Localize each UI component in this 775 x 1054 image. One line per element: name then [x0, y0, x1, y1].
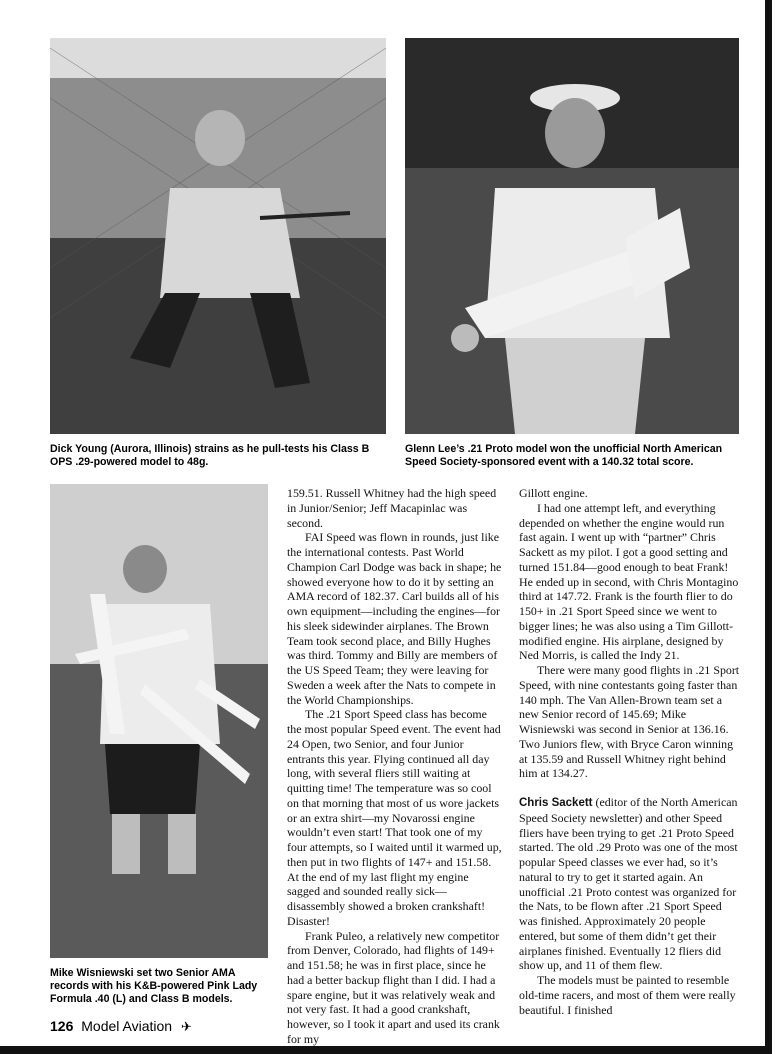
paragraph: 159.51. Russell Whitney had the high speed in Junior/Senior; Jeff Macapinlac was second.: [287, 486, 497, 530]
caption-dick-young: Dick Young (Aurora, Illinois) strains as he pull-tests his Class B OPS .29-powered model to 48g.: [50, 443, 370, 468]
magazine-name: Model Aviation: [81, 1018, 173, 1034]
paragraph: FAI Speed was flown in rounds, just like the international contests. Past World Champion Carl Dodge was back in shape; he showed everyone how to do it by setting an AMA record of 182.37. Carl builds all of his own equipment—including the engines—for his sleek sidewinder airplanes. The Brown Team took second place, and Billy Hughes was third. Tommy and Billy are members of the US Speed Team; they were leaving for Sweden a week after the Nats to compete in the World Championships.: [287, 530, 502, 707]
article-column-2: [519, 486, 741, 1017]
paragraph-chris-sackett: [519, 795, 741, 973]
paragraph: There were many good flights in .21 Sport Speed, with nine contestants going faster than 140 mph. The Van Allen-Brown team set a new Senior record of 145.69; Mike Wisniewski was second in Senior at 136.16. Two Juniors flew, with Bryce Caron winning at 135.59 and Russell Whitney right behind him at 134.27.: [519, 663, 740, 781]
page-footer: [50, 1018, 192, 1035]
lead-in-name: Chris Sackett: [519, 797, 593, 809]
caption-glenn-lee: Glenn Lee’s .21 Proto model won the unofficial North American Speed Society-sponsored event with a 140.32 total score.: [405, 443, 723, 468]
page-number: 126: [50, 1018, 74, 1034]
paragraph: Gillott engine.: [519, 486, 588, 500]
photo-dick-young: [50, 38, 386, 434]
paragraph: The models must be painted to resemble old-time racers, and most of them were really beautiful. I finished: [519, 973, 736, 1017]
paragraph: I had one attempt left, and everything depended on whether the engine would run fast again. I went up with “partner” Chris Sackett as my pilot. I got a good setting and turned 151.84—good enough to beat Frank! He ended up in second, with Chris Montagino third at 147.72. Frank is the fourth flier to do 150+ in .21 Sport Speed since we went to bigger lines; he was also using a Tim Gillott-modified engine. His airplane, designed by Ned Morris, is called the Indy 21.: [519, 500, 739, 663]
photo-mike-wisniewski: [50, 484, 268, 958]
caption-mike-wisniewski: Mike Wisniewski set two Senior AMA records with his K&B-powered Pink Lady Formula .40 (L) and Class B models.: [50, 967, 258, 1005]
article-column-1: [287, 486, 502, 1047]
paragraph: Frank Puleo, a relatively new competitor from Denver, Colorado, had flights of 149+ and 151.58; he was in first place, since he had a better backup flight than I did. I had a spare engine, but it was relatively weak and not very fast. It had a good crankshaft, however, so I took it apart and used its crank for my: [287, 928, 500, 1046]
paragraph-text: (editor of the North American Speed Society newsletter) and other Speed fliers have been trying to get .21 Proto Speed started. The old .29 Proto was one of the most popular Speed classes we ever had, so it’s natural to try to get it started again. An unofficial .21 Proto contest was organized for the Nats, to be flown after .21 Sport Speed was finished. Approximately 20 people entered, but some of them didn’t get their airplanes finished. Eventually 12 fliers did show up, and 11 of them flew.: [519, 795, 738, 973]
airplane-icon: ✈: [180, 1019, 192, 1034]
photo-glenn-lee: [405, 38, 739, 434]
paragraph: The .21 Sport Speed class has become the most popular Speed event. The event had 24 Open, two Senior, and four Junior entrants this year. Flying continued all day long, with several fliers still waiting at quitting time! The temperature was so cool on that morning that most of us wore jackets or an extra shirt—my Novarossi engine wouldn’t even start! That took one of my four attempts, so I waited until it warmed up, then put in two flights of 147+ and 151.58. At the end of my last flight my engine sagged and sounded really sick—disassembly showed a broken crankshaft! Disaster!: [287, 707, 502, 928]
